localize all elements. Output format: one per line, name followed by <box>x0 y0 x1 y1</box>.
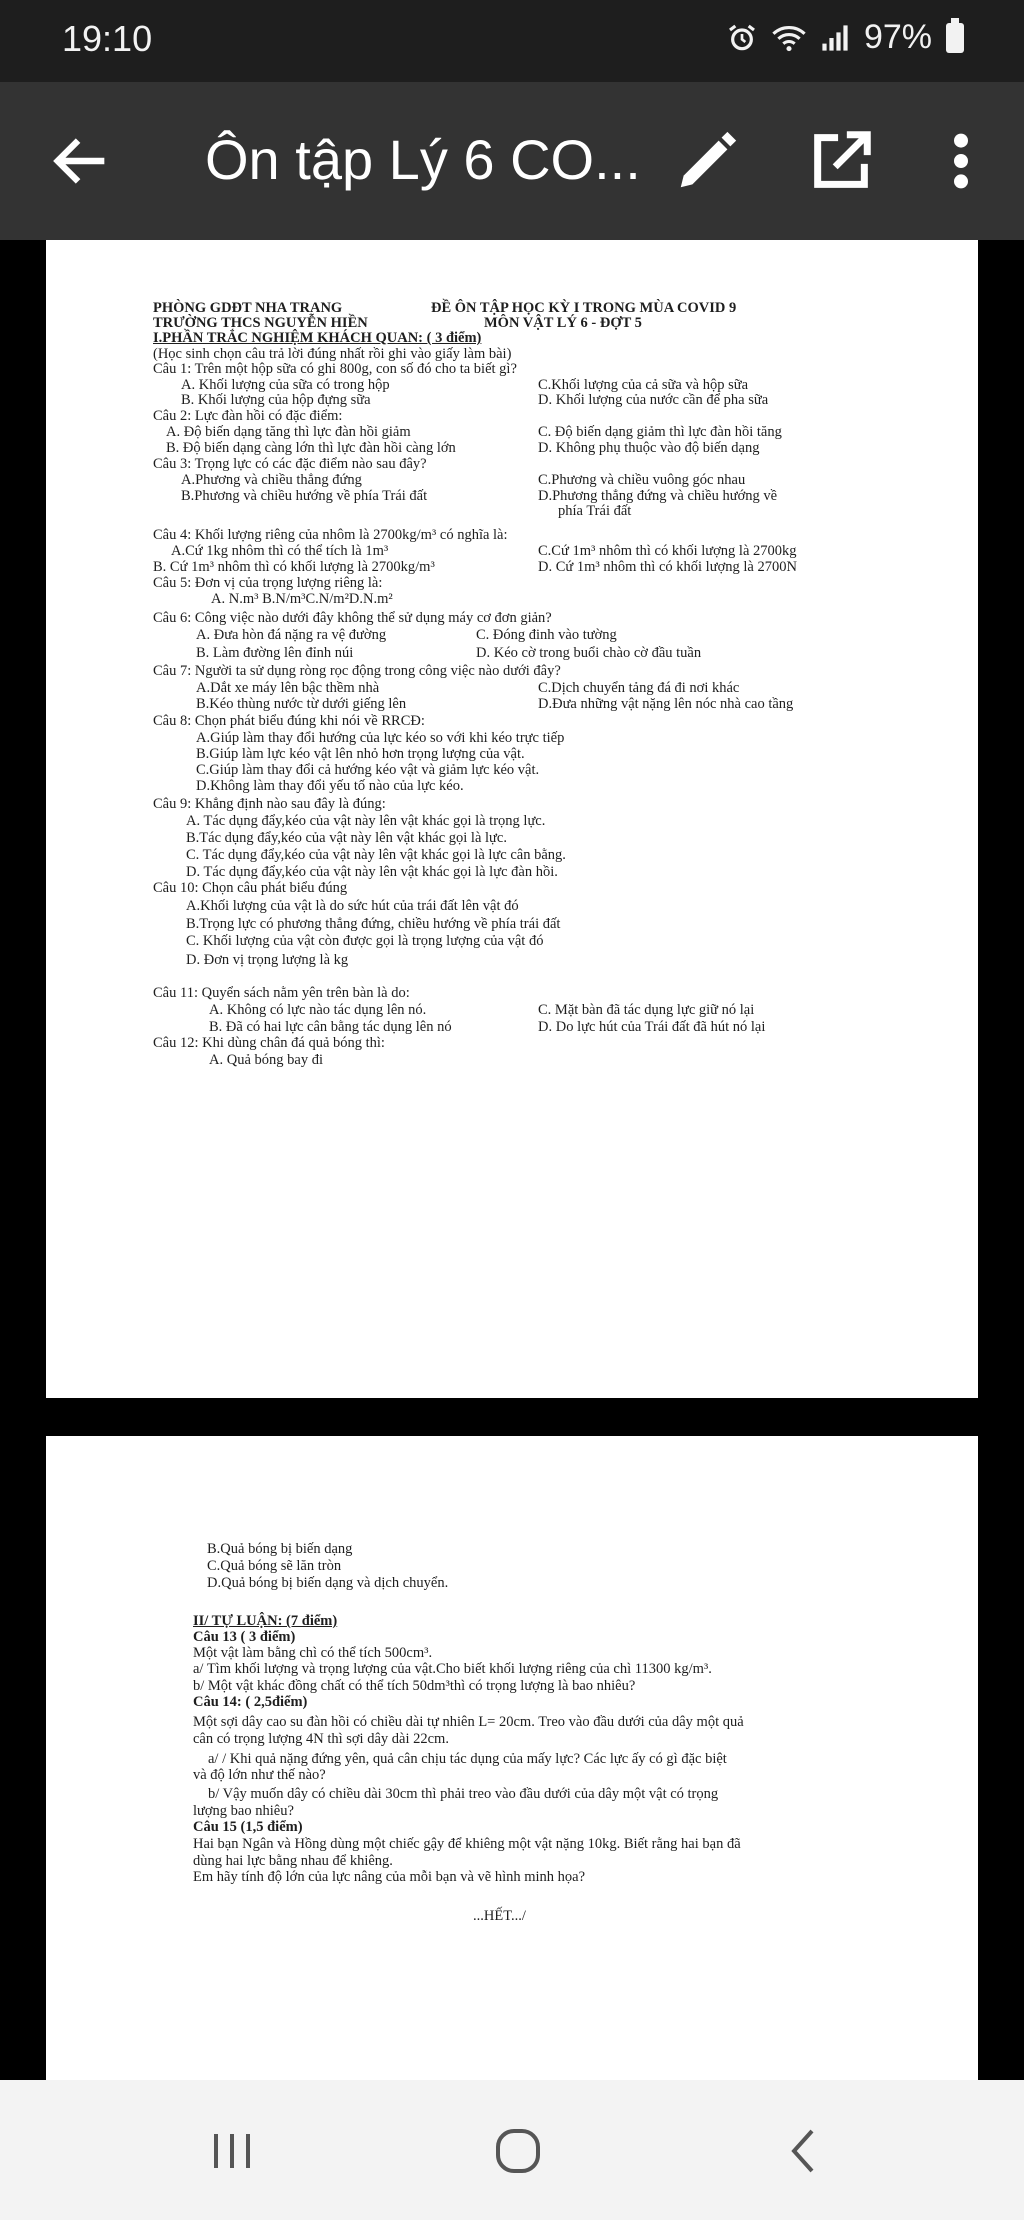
q1-option-c: C.Khối lượng của cả sữa và hộp sữa <box>538 377 749 393</box>
document-page-2 <box>46 1436 978 2080</box>
question-1: Câu 1: Trên một hộp sữa có ghi 800g, con số đó cho ta biết gì? <box>153 361 517 377</box>
q15-line-3: Em hãy tính độ lớn của lực nâng của mỗi bạn và vẽ hình minh họa? <box>193 1869 586 1885</box>
q10-option-a: A.Khối lượng của vật là do sức hút của trái đất lên vật đó <box>186 898 519 914</box>
q11-option-c: C. Mặt bàn đã tác dụng lực giữ nó lại <box>538 1002 755 1018</box>
question-2: Câu 2: Lực đàn hồi có đặc điểm: <box>153 408 343 424</box>
q4-option-d: D. Cứ 1m³ nhôm thì có khối lượng là 2700N <box>538 559 797 575</box>
more-vert-icon <box>936 126 986 196</box>
recent-apps-button[interactable] <box>192 2116 272 2186</box>
question-13: Câu 13 ( 3 điểm) <box>193 1629 296 1645</box>
q13-text: Một vật làm bằng chì có thể tích 500cm³. <box>193 1645 433 1661</box>
q13-part-b: b/ Một vật khác đồng chất có thể tích 50dm³thì có trọng lượng là bao nhiêu? <box>193 1678 636 1694</box>
q2-option-b: B. Độ biến dạng càng lớn thì lực đàn hồi càng lớn <box>166 440 456 456</box>
q14-part-a-line-2: và độ lớn như thế nào? <box>193 1767 326 1783</box>
question-7: Câu 7: Người ta sử dụng ròng rọc động trong công việc nào dưới đây? <box>153 663 561 679</box>
question-10: Câu 10: Chọn câu phát biểu đúng <box>153 880 348 896</box>
q3-option-d-cont: phía Trái đất <box>558 503 632 519</box>
back-chevron-icon <box>764 2116 844 2186</box>
question-3: Câu 3: Trọng lực có các đặc điểm nào sau đây? <box>153 456 427 472</box>
status-icons <box>726 18 964 57</box>
open-in-new-icon <box>806 126 876 196</box>
q12-option-d: D.Quả bóng bị biến dạng và dịch chuyển. <box>207 1575 449 1591</box>
back-button[interactable] <box>46 126 116 196</box>
header-school-name: TRƯỜNG THCS NGUYỄN HIỀN <box>153 315 368 331</box>
instruction-text: (Học sinh chọn câu trả lời đúng nhất rồi ghi vào giấy làm bài) <box>153 346 512 362</box>
q3-option-c: C.Phương và chiều vuông góc nhau <box>538 472 746 488</box>
q4-option-a: A.Cứ 1kg nhôm thì có thể tích là 1m³ <box>171 543 389 559</box>
section-heading-essay: II/ TỰ LUẬN: (7 điểm) <box>193 1613 338 1629</box>
wifi-icon <box>772 23 806 53</box>
q11-option-b: B. Đã có hai lực cân bằng tác dụng lên nó <box>209 1019 452 1035</box>
q6-option-d: D. Kéo cờ trong buổi chào cờ đầu tuần <box>476 645 702 661</box>
battery-icon <box>946 23 964 53</box>
q3-option-a: A.Phương và chiều thẳng đứng <box>181 472 362 488</box>
question-8: Câu 8: Chọn phát biểu đúng khi nói về RRCĐ: <box>153 713 425 729</box>
signal-icon <box>820 24 850 52</box>
status-bar <box>0 0 1024 82</box>
q1-option-d: D. Khối lượng của nước cần để pha sữa <box>538 392 769 408</box>
q6-option-a: A. Đưa hòn đá nặng ra vệ đường <box>196 627 387 643</box>
question-6: Câu 6: Công việc nào dưới đây không thể sử dụng máy cơ đơn giản? <box>153 610 552 626</box>
section-heading-multiple-choice: I.PHẦN TRẮC NGHIỆM KHÁCH QUAN: ( 3 điểm) <box>153 330 482 346</box>
end-marker: ...HẾT.../ <box>473 1908 526 1924</box>
q2-option-c: C. Độ biến dạng giảm thì lực đàn hồi tăng <box>538 424 782 440</box>
back-nav-button[interactable] <box>764 2116 844 2186</box>
arrow-back-icon <box>46 126 116 196</box>
question-15: Câu 15 (1,5 điểm) <box>193 1819 303 1835</box>
q8-option-d: D.Không làm thay đổi yếu tố nào của lực kéo. <box>196 778 464 794</box>
q9-option-b: B.Tác dụng đẩy,kéo của vật này lên vật khác gọi là lực. <box>186 830 507 846</box>
more-options-button[interactable] <box>936 126 986 196</box>
home-button[interactable] <box>478 2116 558 2186</box>
question-14: Câu 14: ( 2,5điểm) <box>193 1694 308 1710</box>
q8-option-b: B.Giúp làm lực kéo vật lên nhỏ hơn trọng lượng của vật. <box>196 746 525 762</box>
question-4: Câu 4: Khối lượng riêng của nhôm là 2700kg/m³ có nghĩa là: <box>153 527 508 543</box>
q9-option-a: A. Tác dụng đẩy,kéo của vật này lên vật khác gọi là trọng lực. <box>186 813 546 829</box>
q10-option-d: D. Đơn vị trọng lượng là kg <box>186 952 349 968</box>
q14-part-b-line-1: b/ Vậy muốn dây có chiều dài 30cm thì phải treo vào đầu dưới của dây một vật có trọng <box>208 1786 719 1802</box>
q7-option-a: A.Dắt xe máy lên bậc thềm nhà <box>196 680 380 696</box>
q15-line-2: dùng hai lực bằng nhau để khiêng. <box>193 1853 393 1869</box>
q8-option-a: A.Giúp làm thay đổi hướng của lực kéo so với khi kéo trực tiếp <box>196 730 565 746</box>
battery-percent: 97% <box>863 18 932 56</box>
q7-option-b: B.Kéo thùng nước từ dưới giếng lên <box>196 696 407 712</box>
q9-option-d: D. Tác dụng đẩy,kéo của vật này lên vật khác gọi là lực đàn hồi. <box>186 864 558 880</box>
q14-line-2: cân có trọng lượng 4N thì sợi dây dài 22cm. <box>193 1731 449 1747</box>
open-external-button[interactable] <box>806 126 876 196</box>
alarm-icon <box>726 22 758 54</box>
q3-option-b: B.Phương và chiều hướng về phía Trái đất <box>181 488 428 504</box>
header-exam-title: ĐỀ ÔN TẬP HỌC KỲ I TRONG MÙA COVID 9 <box>431 300 737 316</box>
q10-option-b: B.Trọng lực có phương thẳng đứng, chiều hướng về phía trái đất <box>186 916 561 932</box>
document-title: Ôn tập Lý 6 CO... <box>205 128 641 191</box>
home-icon <box>478 2116 558 2186</box>
q8-option-c: C.Giúp làm thay đổi cả hướng kéo vật và giảm lực kéo vật. <box>196 762 540 778</box>
q14-part-b-line-2: lượng bao nhiêu? <box>193 1803 294 1819</box>
question-9: Câu 9: Khẳng định nào sau đây là đúng: <box>153 796 386 812</box>
header-subject: MÔN VẬT LÝ 6 - ĐỢT 5 <box>484 315 642 331</box>
question-5: Câu 5: Đơn vị của trọng lượng riêng là: <box>153 575 383 591</box>
q12-option-b: B.Quả bóng bị biến dạng <box>207 1541 353 1557</box>
edit-button[interactable] <box>672 126 742 196</box>
pencil-icon <box>672 126 742 196</box>
q11-option-d: D. Do lực hút của Trái đất đã hút nó lại <box>538 1019 766 1035</box>
status-time: 19:10 <box>62 18 153 59</box>
q6-option-c: C. Đóng đinh vào tường <box>476 627 617 643</box>
question-11: Câu 11: Quyển sách nằm yên trên bàn là do: <box>153 985 410 1001</box>
q1-option-b: B. Khối lượng của hộp đựng sữa <box>181 392 371 408</box>
q2-option-a: A. Độ biến dạng tăng thì lực đàn hồi giảm <box>166 424 411 440</box>
q12-option-a: A. Quả bóng bay đi <box>209 1052 323 1068</box>
navigation-bar <box>0 2080 1024 2220</box>
q1-option-a: A. Khối lượng của sữa có trong hộp <box>181 377 390 393</box>
q13-part-a: a/ Tìm khối lượng và trọng lượng của vật.Cho biết khối lượng riêng của chì 11300 kg/m³. <box>193 1661 712 1677</box>
q12-option-c: C.Quả bóng sẽ lăn tròn <box>207 1558 342 1574</box>
q9-option-c: C. Tác dụng đẩy,kéo của vật này lên vật khác gọi là lực cân bằng. <box>186 847 566 863</box>
q5-options: A. N.m³ B.N/m³C.N/m²D.N.m² <box>211 591 393 607</box>
app-bar <box>0 82 1024 240</box>
q14-line-1: Một sợi dây cao su đàn hồi có chiều dài tự nhiên L= 20cm. Treo vào đầu dưới của dây một quả <box>193 1714 744 1730</box>
document-viewer[interactable] <box>0 240 1024 2080</box>
q14-part-a-line-1: a/ / Khi quả nặng đứng yên, quả cân chịu tác dụng của mấy lực? Các lực ấy có gì đặc biệt <box>208 1751 727 1767</box>
q7-option-d: D.Đưa những vật nặng lên nóc nhà cao tầng <box>538 696 794 712</box>
q10-option-c: C. Khối lượng của vật còn được gọi là trọng lượng của vật đó <box>186 933 544 949</box>
q4-option-c: C.Cứ 1m³ nhôm thì có khối lượng là 2700kg <box>538 543 797 559</box>
q15-line-1: Hai bạn Ngân và Hồng dùng một chiếc gậy để khiêng một vật nặng 10kg. Biết rằng hai bạn đã <box>193 1836 741 1852</box>
header-school-dept: PHÒNG GDĐT NHA TRANG <box>153 300 343 316</box>
question-12: Câu 12: Khi dùng chân đá quả bóng thì: <box>153 1035 385 1051</box>
q11-option-a: A. Không có lực nào tác dụng lên nó. <box>209 1002 427 1018</box>
q2-option-d: D. Không phụ thuộc vào độ biến dạng <box>538 440 760 456</box>
q3-option-d: D.Phương thẳng đứng và chiều hướng về <box>538 488 778 504</box>
q7-option-c: C.Dịch chuyển tảng đá đi nơi khác <box>538 680 740 696</box>
q4-option-b: B. Cứ 1m³ nhôm thì có khối lượng là 2700kg/m³ <box>153 559 435 575</box>
recent-apps-icon <box>192 2116 272 2186</box>
q6-option-b: B. Làm đường lên đỉnh núi <box>196 645 354 661</box>
document-page-1 <box>46 240 978 1398</box>
